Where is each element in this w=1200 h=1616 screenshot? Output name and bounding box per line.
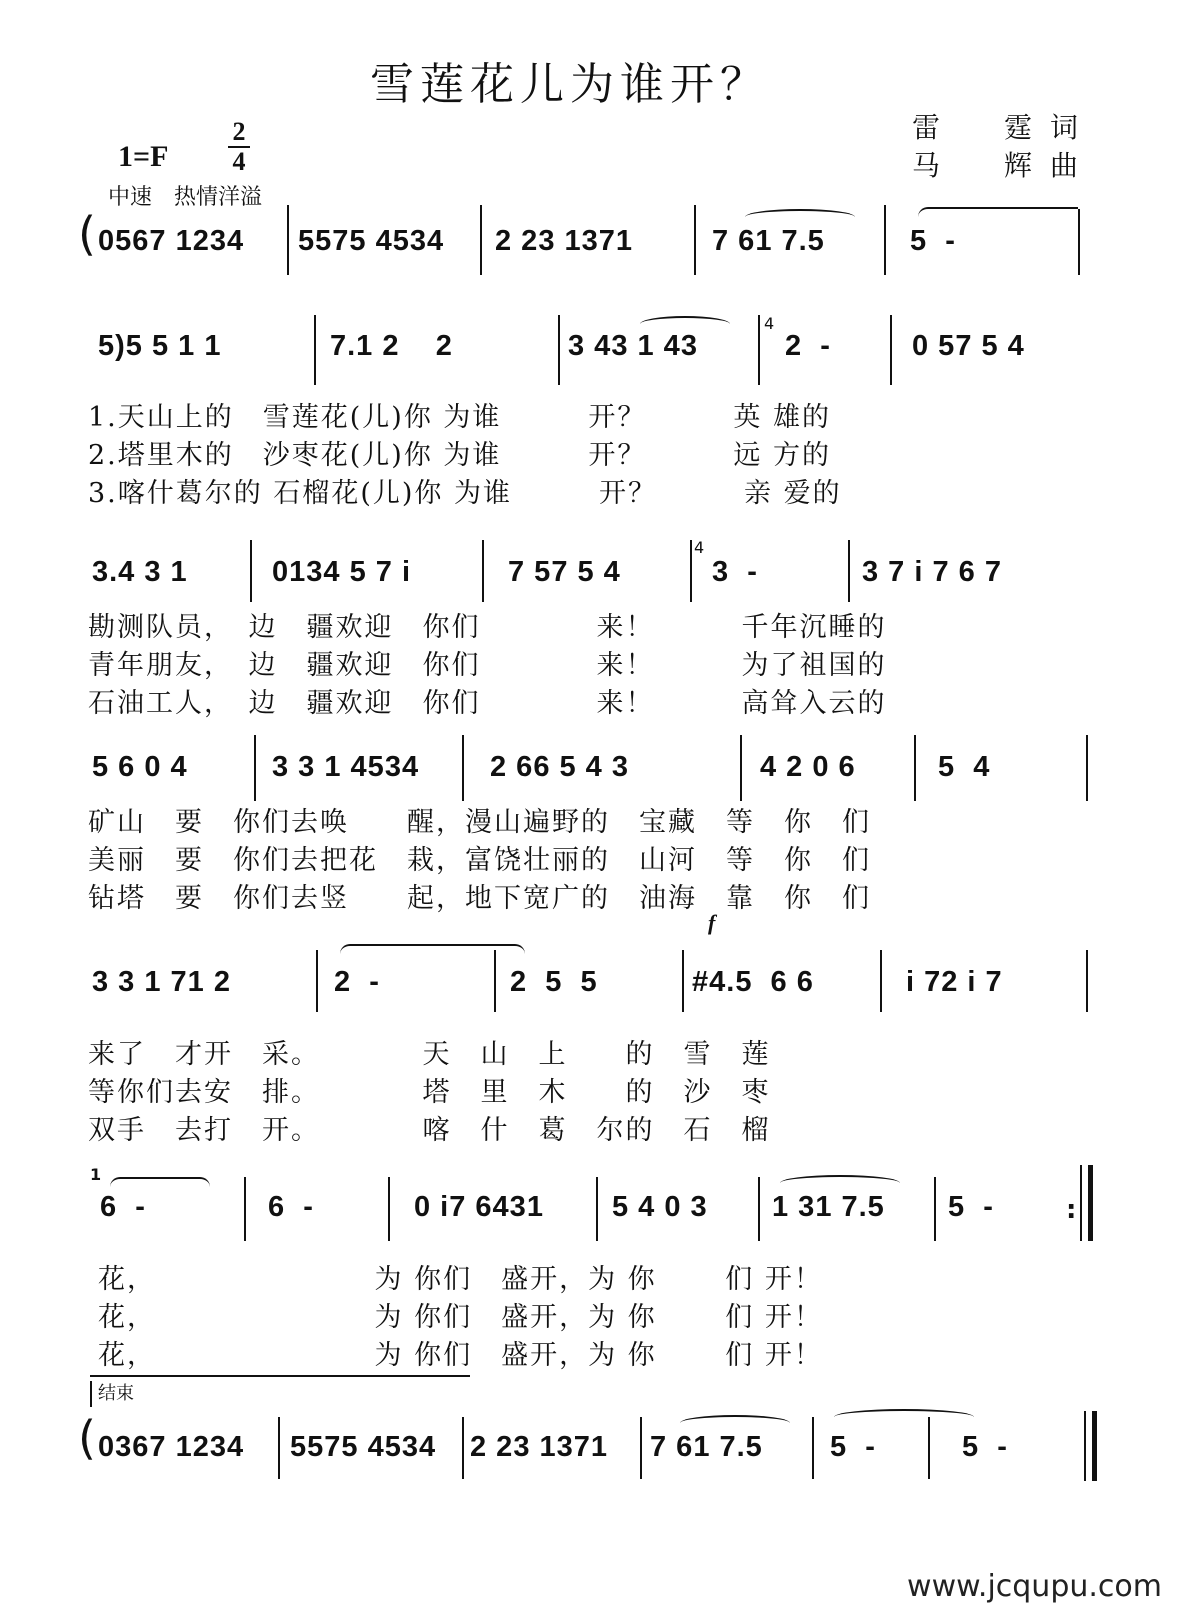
lyric-verse-3: 双手 去打 开。 喀 什 葛 尔的 石 榴 [88,1115,771,1146]
barline [287,205,289,275]
barline [884,205,886,275]
barline [890,315,892,385]
barline [1086,735,1088,801]
composer-credit: 马 辉曲 [912,149,1097,182]
measure: 7.1 2 2 [330,330,453,362]
measure: 4 2 0 6 [760,751,856,783]
measure: 5 6 0 4 [92,751,188,783]
measure: 5 - [830,1431,876,1463]
barline [278,1417,280,1479]
barline [1086,950,1088,1012]
open-parenthesis: ( [78,1411,96,1465]
barline [934,1177,936,1241]
measure: 3 7 i 7 6 7 [862,556,1002,588]
meter-change: 4 [764,314,775,333]
measure: 7 61 7.5 [650,1431,763,1463]
barline [250,540,252,602]
measure: 1 31 7.5 [772,1191,885,1223]
time-bottom: 4 [232,147,246,176]
repeat-dots: : [1066,1195,1077,1225]
measure: 5 - [948,1191,994,1223]
measure: 5)5 5 1 1 [98,330,222,362]
measure: 6 - [100,1191,146,1223]
measure: 0134 5 7 i [272,556,411,588]
measure: 2 23 1371 [495,225,634,257]
measure: 6 - [268,1191,314,1223]
barline [740,735,742,801]
tie [340,944,525,960]
high-note-1: 1 [90,1165,102,1184]
measure: i 72 i 7 [906,966,1003,998]
barline [558,315,560,385]
barline [596,1177,598,1241]
measure: 2 66 5 4 3 [490,751,629,783]
lyric-verse-1: 花， 为 你们 盛开，为 你 们 开！ [98,1264,823,1295]
measure: 5575 4534 [290,1431,437,1463]
barline [914,735,916,801]
measure: 2 23 1371 [470,1431,609,1463]
barline [758,315,760,385]
barline [682,950,684,1012]
watermark: www.jcqupu.com [907,1569,1162,1604]
meter-change: 4 [694,538,705,557]
barline [254,735,256,801]
barline [640,1417,642,1479]
song-title: 雪莲花儿为谁开？ [370,59,770,110]
measure: 2 - [334,966,380,998]
tie [834,1409,974,1425]
lyric-verse-3: 3.喀什葛尔的 石榴花(儿)你 为谁 开？ 亲 爱的 [88,478,842,509]
measure: 3 - [712,556,758,588]
barline [388,1177,390,1241]
ending-label: 结束 [98,1383,134,1404]
barline [482,540,484,602]
barline [928,1417,930,1479]
lyric-verse-2: 2.塔里木的 沙枣花(儿)你 为谁 开？ 远 方的 [88,440,831,471]
tie [918,207,1078,223]
barline [694,205,696,275]
tempo-marking: 中速 热情洋溢 [108,185,263,210]
final-barline [1084,1411,1097,1481]
lyricist-credit: 雷 霆词 [912,111,1097,144]
measure: 7 57 5 4 [508,556,621,588]
barline [462,735,464,801]
lyric-verse-2: 等你们去安 排。 塔 里 木 的 沙 枣 [88,1077,771,1108]
barline [1078,209,1080,275]
tie [110,1177,210,1193]
measure: 3 3 1 71 2 [92,966,231,998]
slur [640,316,730,332]
open-parenthesis: ( [78,207,96,261]
measure: 7 61 7.5 [712,225,825,257]
barline [848,540,850,602]
measure: 5575 4534 [298,225,445,257]
barline [480,205,482,275]
barline [812,1417,814,1479]
key-signature: 1=F [118,140,169,173]
measure: 5 4 [938,751,991,783]
measure: 0567 1234 [98,225,245,257]
measure: 2 5 5 [510,966,598,998]
ending-bracket-left [90,1381,92,1407]
measure: #4.5 6 6 [692,966,814,998]
slur [780,1175,900,1191]
lyric-verse-2: 青年朋友， 边 疆欢迎 你们 来！ 为了祖国的 [88,650,887,681]
repeat-barline [1080,1165,1093,1241]
measure: 5 - [910,225,956,257]
lyric-verse-1: 1.天山上的 雪莲花(儿)你 为谁 开？ 英 雄的 [88,402,831,433]
ending-bracket [90,1375,470,1377]
measure: 0 57 5 4 [912,330,1025,362]
slur [745,209,855,225]
lyric-verse-3: 花， 为 你们 盛开，为 你 们 开！ [98,1340,823,1371]
slur [680,1415,790,1431]
lyric-verse-2: 花， 为 你们 盛开，为 你 们 开！ [98,1302,823,1333]
lyric-verse-1: 勘测队员， 边 疆欢迎 你们 来！ 千年沉睡的 [88,612,887,643]
dynamic-forte: f [708,910,716,935]
lyric-verse-2: 美丽 要 你们去把花 栽，富饶壮丽的 山河 等 你 们 [88,845,871,876]
barline [494,950,496,1012]
barline [690,540,692,602]
lyric-verse-3: 钻塔 要 你们去竖 起，地下宽广的 油海 靠 你 们 [88,883,871,914]
barline [244,1177,246,1241]
measure: 3 3 1 4534 [272,751,420,783]
lyric-verse-1: 来了 才开 采。 天 山 上 的 雪 莲 [88,1039,771,1070]
measure: 5 - [962,1431,1008,1463]
measure: 3 43 1 43 [568,330,698,362]
measure: 5 4 0 3 [612,1191,708,1223]
measure: 2 - [785,330,831,362]
barline [758,1177,760,1241]
measure: 0367 1234 [98,1431,245,1463]
lyric-verse-3: 石油工人， 边 疆欢迎 你们 来！ 高耸入云的 [88,688,887,719]
measure: 3.4 3 1 [92,556,188,588]
lyric-verse-1: 矿山 要 你们去唤 醒，漫山遍野的 宝藏 等 你 们 [88,807,871,838]
time-top: 2 [232,117,246,146]
barline [880,950,882,1012]
measure: 0 i7 6431 [414,1191,544,1223]
time-signature [228,118,250,176]
barline [462,1417,464,1479]
barline [316,950,318,1012]
barline [314,315,316,385]
